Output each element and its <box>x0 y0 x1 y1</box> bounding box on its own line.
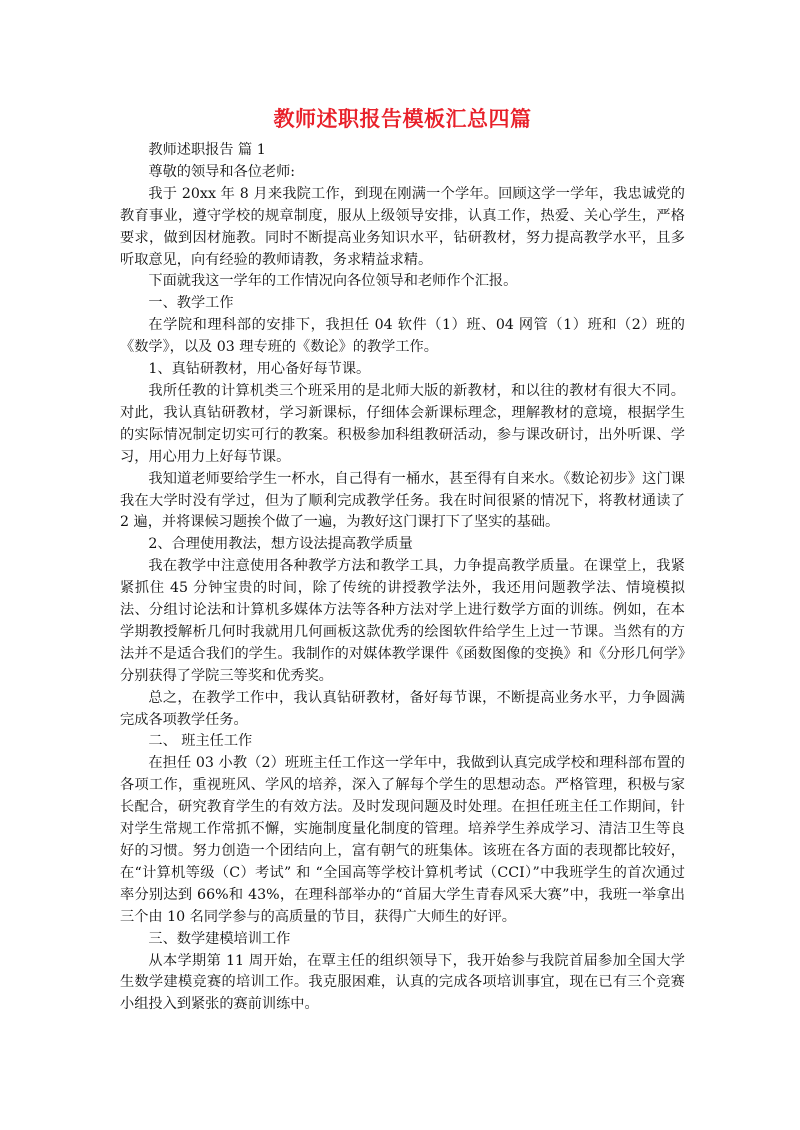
document-body <box>120 140 685 1016</box>
section-heading: 一、教学工作 <box>148 295 234 312</box>
body-paragraph: 我于 20xx 年 8 月来我院工作，到现在刚满一个学年。回顾这学一学年，我忠诚党的教育事业，遵守学校的规章制度，服从上级领导安排，认真工作，热爱、关心学生，严格要求，做到因材施教。同时不断提高业务知识水平，钻研教材，努力提高教学水平，且多听取意见，向有经验的教师请教，务求精益求精。 <box>120 185 685 268</box>
subsection-heading: 2、合理使用教法，想方设法提高教学质量 <box>148 536 413 553</box>
body-paragraph: 在担任 03 小教（2）班班主任工作这一学年中，我做到认真完成学校和理科部布置的各项工作，重视班风、学风的培养，深入了解每个学生的思想动态。严格管理，积极与家长配合，研究教育学生的有效方法。及时发现问题及时处理。在担任班主任工作期间，针对学生常规工作常抓不懈，实施制度量化制度的管理。培养学生养成学习、清洁卫生等良好的习惯。努力创造一个团结向上，富有朝气的班集体。该班在各方面的表现都比较好，在“计算机等级（C）考试” 和 “全国高等学校计算机考试（CCI）”中我班学生的首次通过率分别达到 66%和 43%，在理科部举办的“首届大学生青春风采大赛”中，我班一举拿出三个由 10 名同学参与的高质量的节目，获得广大师生的好评。 <box>120 755 685 925</box>
document-title: 教师述职报告模板汇总四篇 <box>273 106 532 131</box>
body-paragraph: 在学院和理科部的安排下，我担任 04 软件（1）班、04 网管（1）班和（2）班的《数学》，以及 03 理专班的《数论》的教学工作。 <box>120 317 685 356</box>
salutation: 尊敬的领导和各位老师: <box>148 163 296 180</box>
body-paragraph: 下面就我这一学年的工作情况向各位领导和老师作个汇报。 <box>148 273 518 290</box>
body-paragraph: 我所任教的计算机类三个班采用的是北师大版的新教材，和以往的教材有很大不同。对此，我认真钻研教材，学习新课标，仔细体会新课标理念，理解教材的意境，根据学生的实际情况制定切实可行的教案。积极参加科组教研活动，参与课改研讨，出外听课、学习，用心用力上好每节课。 <box>120 382 685 465</box>
body-paragraph: 从本学期第 11 周开始，在覃主任的组织领导下，我开始参与我院首届参加全国大学生数学建模竞赛的培训工作。我克服困难，认真的完成各项培训事宜，现在已有三个竞赛小组投入到紧张的赛前训练中。 <box>120 952 685 1013</box>
section-heading: 三、数学建模培训工作 <box>148 930 291 947</box>
subsection-heading: 1、真钻研教材，用心备好每节课。 <box>148 361 371 378</box>
body-paragraph: 我在教学中注意使用各种教学方法和教学工具，力争提高教学质量。在课堂上，我紧紧抓住 45 分钟宝贵的时间，除了传统的讲授教学法外，我还用问题教学法、情境模拟法、分组讨论法和计算机多媒体方法等各种方法对学上进行数学方面的训练。例如，在本学期教授解析几何时我就用几何画板这款优秀的绘图软件给学生上过一节课。当然有的方法并不是适合我们的学生。我制作的对媒体教学课件《函数图像的变换》和《分形几何学》分别获得了学院三等奖和优秀奖。 <box>120 558 685 684</box>
document-page <box>120 102 685 1016</box>
section-heading: 二、 班主任工作 <box>148 733 253 750</box>
body-paragraph: 我知道老师要给学生一杯水，自己得有一桶水，甚至得有自来水。《数论初步》这门课我在大学时没有学过，但为了顺利完成教学任务。我在时间很紧的情况下，将教材通读了 2 遍，并将课候习题挨个做了一遍，为教好这门课打下了坚实的基础。 <box>120 470 685 531</box>
report-heading: 教师述职报告 篇 1 <box>148 142 266 158</box>
body-paragraph: 总之，在教学工作中，我认真钻研教材，备好每节课，不断提高业务水平，力争圆满完成各项教学任务。 <box>120 689 685 728</box>
